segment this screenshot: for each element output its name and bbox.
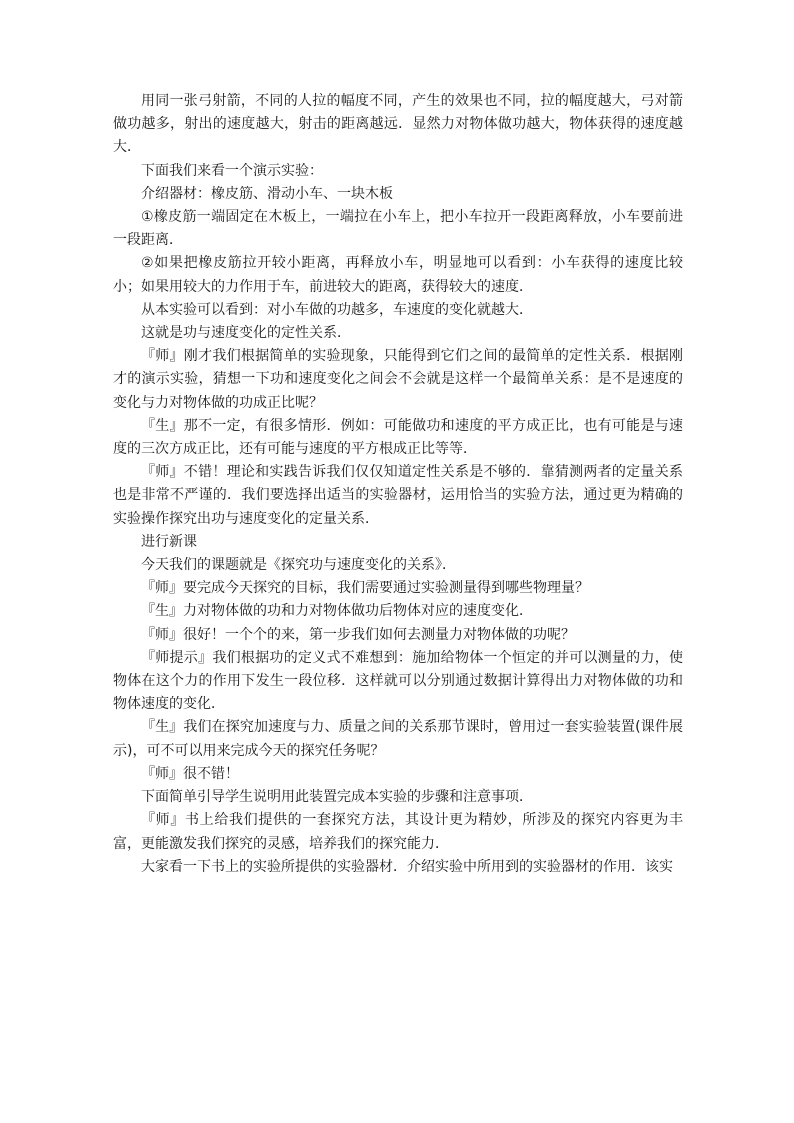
paragraph-lesson-topic: 今天我们的课题就是《探究功与速度变化的关系》． — [141, 557, 456, 574]
paragraph-teacher-quantitative: 『师』不错！理论和实践告诉我们仅仅知道定性关系是不够的．靠猜测两者的定量关系也是非常不严谨的．我们要选择出适当的实验器材，运用恰当的实验方法，通过更为精确的实验操作探究出功与速度变化的定量关系． — [113, 464, 683, 527]
section-heading-new-lesson: 进行新课 — [141, 533, 197, 550]
paragraph-equipment: 介绍器材：橡皮筋、滑动小车、一块木板 — [141, 185, 393, 202]
paragraph-student-suggestion: 『生』我们在探究加速度与力、质量之间的关系那节课时，曾用过一套实验装置(课件展示)，可不可以用来完成今天的探究任务呢？ — [113, 719, 683, 759]
paragraph-teacher-hint: 『师提示』我们根据功的定义式不难想到：施加给物体一个恒定的并可以测量的力，使物体在这个力的作用下发生一段位移．这样就可以分别通过数据计算得出力对物体做的功和物体速度的变化． — [113, 649, 683, 713]
paragraph-teacher-first-step: 『师』很好！一个个的来，第一步我们如何去测量力对物体做的功呢？ — [141, 626, 575, 643]
paragraph-demo-intro: 下面我们来看一个演示实验： — [141, 162, 323, 179]
paragraph-teacher-question: 『师』要完成今天探究的目标，我们需要通过实验测量得到哪些物理量？ — [141, 580, 589, 597]
paragraph-textbook-method: 『师』书上给我们提供的一套探究方法，其设计更为精妙，所涉及的探究内容更为丰富，更能激发我们探究的灵感，培养我们的探究能力． — [113, 812, 683, 852]
paragraph-equipment-overview: 大家看一下书上的实验所提供的实验器材．介绍实验中所用到的实验器材的作用．该实 — [141, 858, 673, 875]
paragraph-guidance: 下面简单引导学生说明用此装置完成本实验的步骤和注意事项． — [141, 789, 533, 806]
paragraph-observation: 从本实验可以看到：对小车做的功越多，车速度的变化就越大． — [141, 301, 533, 318]
paragraph-teacher-praise: 『师』很不错！ — [141, 765, 239, 782]
paragraph-bow-analogy: 用同一张弓射箭，不同的人拉的幅度不同，产生的效果也不同，拉的幅度越大，弓对箭做功越多，射出的速度越大，射击的距离越远．显然力对物体做功越大，物体获得的速度越大． — [113, 93, 683, 156]
paragraph-teacher-hypothesis: 『师』刚才我们根据简单的实验现象，只能得到它们之间的最简单的定性关系．根据刚才的演示实验，猜想一下功和速度变化之间会不会就是这样一个最简单关系：是不是速度的变化与力对物体做的功成正比呢？ — [113, 348, 683, 411]
document-page — [113, 90, 683, 879]
paragraph-step-1: ①橡皮筋一端固定在木板上，一端拉在小车上，把小车拉开一段距离释放，小车要前进一段距离． — [113, 209, 683, 249]
paragraph-student-answer: 『生』力对物体做的功和力对物体做功后物体对应的速度变化． — [141, 603, 533, 620]
paragraph-student-reply: 『生』那不一定，有很多情形．例如：可能做功和速度的平方成正比，也有可能是与速度的三次方成正比，还有可能与速度的平方根成正比等等． — [113, 417, 683, 458]
paragraph-qualitative-relation: 这就是功与速度变化的定性关系． — [141, 325, 351, 342]
paragraph-step-2: ②如果把橡皮筋拉开较小距离，再释放小车，明显地可以看到：小车获得的速度比较小；如果用较大的力作用于车，前进较大的距离，获得较大的速度． — [113, 255, 683, 295]
